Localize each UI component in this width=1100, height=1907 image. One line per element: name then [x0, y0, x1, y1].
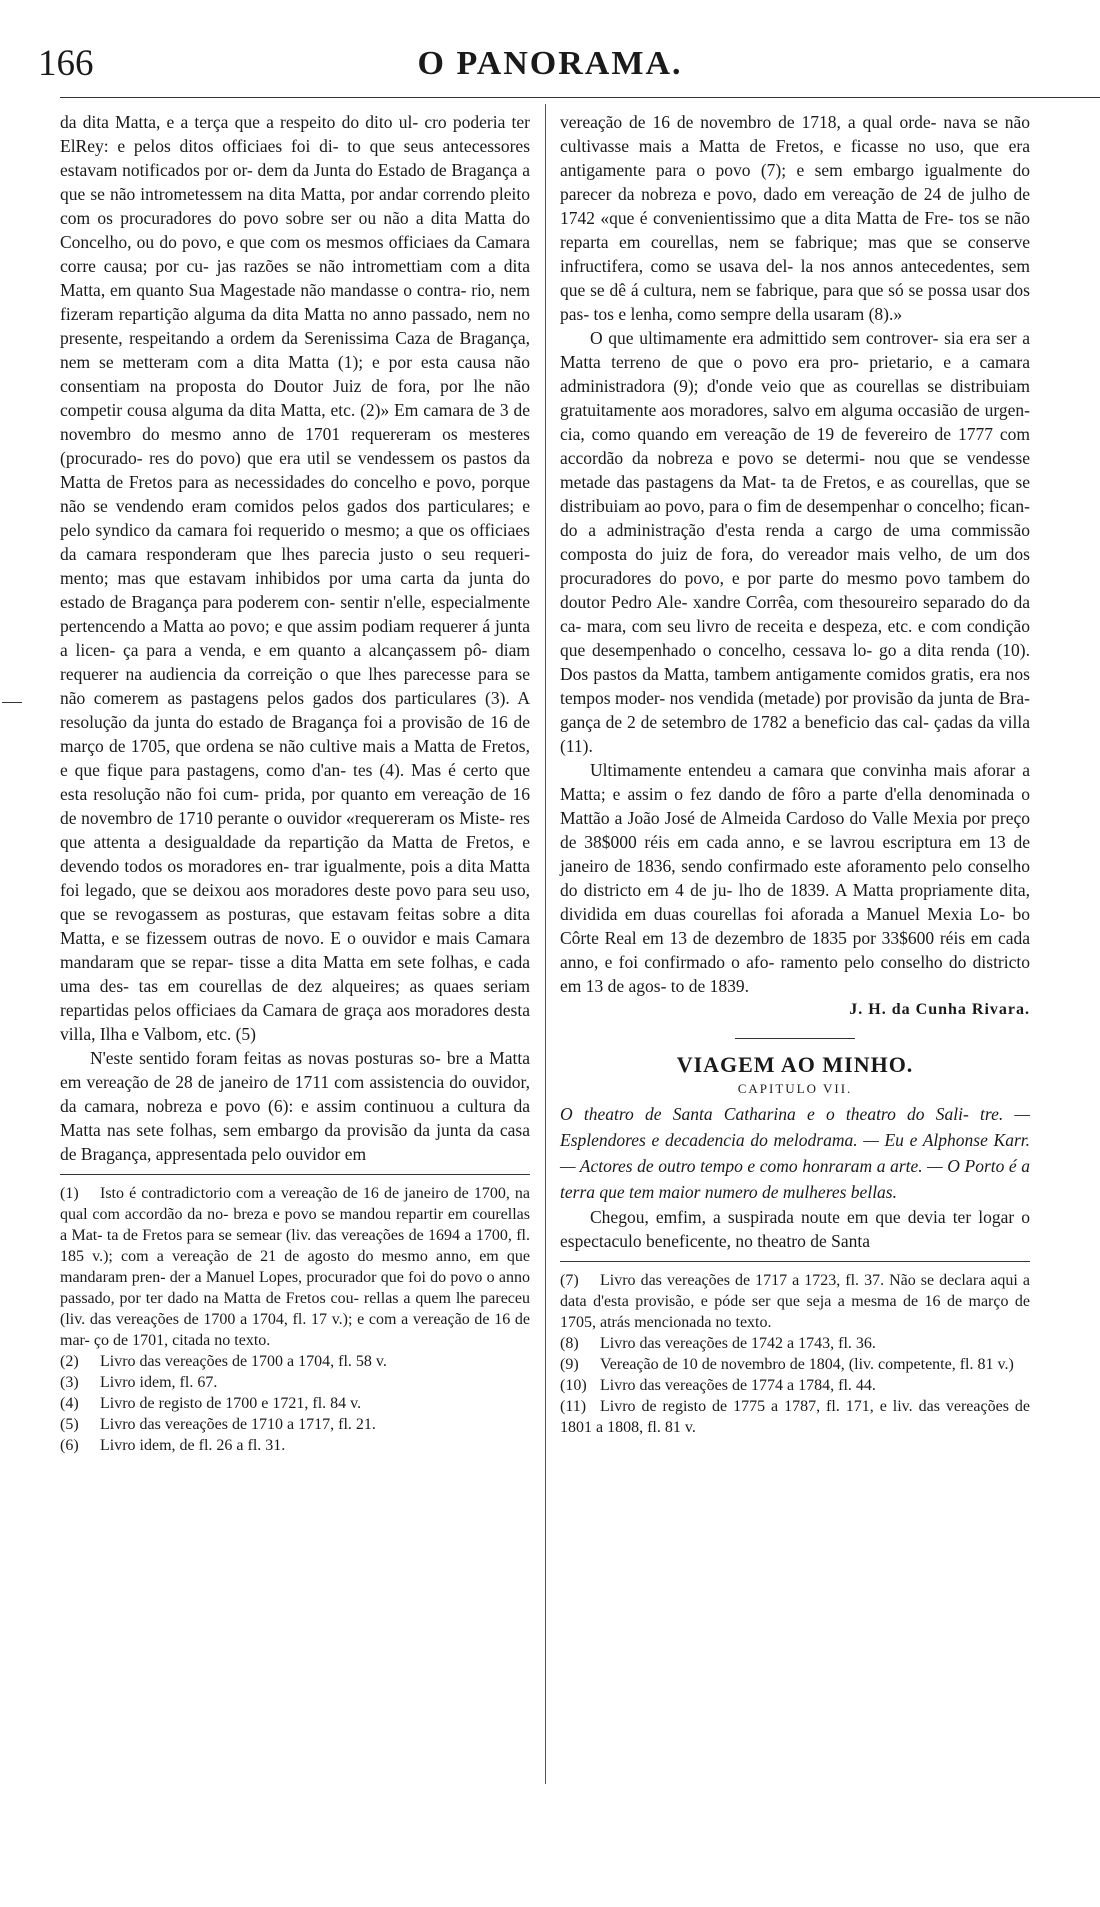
left-column	[60, 110, 530, 1456]
footnote: (8) Livro das vereações de 1742 a 1743, fl. 36.	[560, 1335, 876, 1352]
footnote: (1) Isto é contradictorio com a vereação de 16 de janeiro de 1700, na qual com accordão da no- breza e povo se mandou repartir em courellas a Mat- ta de Fretos para se semear (liv. das vereações de 1694 a 1700, fl. 185 v.); com a vereação de 21 de agosto do mesmo anno, em que mandaram pren- der a Manuel Lopes, procurador que foi do povo o anno passado, por ter dado na Matta de Fretos cou- rellas a quem lhe pareceu (liv. das vereações de 1700 a 1704, fl. 17 v.); e com a vereação de 16 de mar- ço de 1701, citada no texto.	[60, 1185, 530, 1349]
article-title: VIAGEM AO MINHO.	[676, 1052, 914, 1077]
footnote: (3) Livro idem, fl. 67.	[60, 1374, 218, 1391]
page-number: 166	[38, 43, 94, 84]
body-paragraph: N'este sentido foram feitas as novas posturas so- bre a Matta em vereação de 28 de janeiro de 1711 com assistencia do ouvidor, da camara, nobreza e povo (6): e assim continuou a cultura da Matta nas sete folhas, sem embargo da provisão da junta da casa de Bragança, appresentada pelo ouvidor em	[60, 1048, 530, 1164]
footnote-rule	[560, 1261, 1030, 1262]
footnotes-left	[60, 1183, 530, 1456]
margin-tick	[2, 702, 22, 703]
journal-title: O PANORAMA.	[417, 45, 683, 82]
chapter-summary: O theatro de Santa Catharina e o theatro do Sali- tre. — Esplendores e decadencia do melodrama. — Eu e Alphonse Karr. — Actores de outro tempo e como honraram a arte. — O Porto é a terra que tem maior numero de mulheres bellas.	[560, 1104, 1030, 1202]
chapter-heading: CAPITULO VII.	[737, 1081, 853, 1096]
footnote: (6) Livro idem, de fl. 26 a fl. 31.	[60, 1437, 286, 1454]
right-column	[560, 110, 1030, 1438]
footnote-rule	[60, 1174, 530, 1175]
footnotes-right	[560, 1270, 1030, 1438]
body-paragraph: da dita Matta, e a terça que a respeito do dito ul- cro poderia ter ElRey: e pelos ditos officiaes foi di- to que seus antecessores estavam notificados por or- dem da Junta do Estado de Bragança a que se não intrometessem na dita Matta, por andar correndo pleito com os procuradores do povo sobre ser ou não a dita Matta do Concelho, ou do povo, e que com os mesmos officiaes da Camara corre causa; por cu- jas razões se não intromettiam com a dita Matta, em quanto Sua Magestade não mandasse o contra- rio, nem fizeram repartição alguma da dita Matta no anno passado, nem no presente, respeitando a ordem da Serenissima Caza de Bragança, nem se metteram com a dita Matta (1); e por esta causa não consentiam na proposta do Doutor Juiz de fora, por lhe não competir cousa alguma da dita Matta, etc. (2)» Em camara de 3 de novembro do mesmo anno de 1701 requereram os mesteres (procurado- res do povo) que era util se vendessem os pastos da Matta de Fretos para as necessidades do concelho e povo, porque não se vendendo eram comidos pelos gados dos particulares; e pelo syndico da camara foi requerido o mesmo; a que os officiaes da camara responderam que lhes parecia justo o seu requeri- mento; mas que estavam inhibidos por uma carta da junta do estado de Bragança para poderem con- sentir n'elle, especialmente pertencendo a Matta ao povo; e que assim podiam requerer á junta a licen- ça para a venda, e em quanto a alcançassem pô- diam requerer na audiencia da correição o que lhes parecesse para se não comerem as pastagens pelos gados dos particulares (3). A resolução da junta do estado de Bragança foi a provisão de 16 de março de 1705, que ordena se não cultive mais a Matta de Fretos, e que fique para pastagens, como d'an- tes (4). Mas é certo que esta resolução não foi cum- prida, por quanto em vereação de 16 de novembro de 1710 perante o ouvidor «requereram os Miste- res que attenta a desigualdade da repartição da Matta de Fretos, e devendo todos os moradores en- trar igualmente, pois a dita Matta foi legado, que se deixou aos moradores deste povo para seu uso, que se revogassem as posturas, que estavam feitas sobre a dita Matta, e se fizessem outras de novo. E o ouvidor e mais Camara mandaram que se repar- tisse a dita Matta em sete folhas, e cada uma des- tas em courellas de dez alqueires; as quaes seriam repartidas pelos officiaes da Camara de graça aos moradores desta villa, Ilha e Valbom, etc. (5)	[60, 112, 530, 1044]
author-signature: J. H. da Cunha Rivara.	[849, 1001, 1030, 1018]
opening-paragraph: Chegou, emfim, a suspirada noute em que devia ter logar o espectaculo beneficente, no theatro de Santa	[560, 1207, 1030, 1251]
footnote: (9) Vereação de 10 de novembro de 1804, (liv. competente, fl. 81 v.)	[560, 1356, 1014, 1373]
page-header	[0, 0, 1100, 96]
footnote: (2) Livro das vereações de 1700 a 1704, fl. 58 v.	[60, 1353, 387, 1370]
body-paragraph: Ultimamente entendeu a camara que convinha mais aforar a Matta; e assim o fez dando de fôro a parte d'ella denominada o Mattão a João José de Almeida Cardoso do Valle Mexia por preço de 38$000 réis em cada anno, e se lavrou escriptura em 13 de janeiro de 1836, sendo confirmado este aforamento pelo conselho do districto em 4 de ju- lho de 1839. A Matta propriamente dita, dividida em duas courellas foi aforada a Manuel Mexia Lo- bo Côrte Real em 13 de dezembro de 1835 por 33$600 réis em cada anno, e foi confirmado o afo- ramento pelo conselho do districto em 13 de agos- to de 1839.	[560, 760, 1030, 996]
body-paragraph: O que ultimamente era admittido sem controver- sia era ser a Matta terreno de que o povo era pro- prietario, e a camara administradora (9); d'onde veio que as courellas se distribuiam gratuitamente aos moradores, salvo em alguma occasião de urgen- cia, como quando em vereação de 19 de fevereiro de 1777 com accordão da nobreza e povo se determi- nou que se vendesse metade das pastagens da Mat- ta de Fretos, e as courellas, que se distribuiam ao povo, para o fim de desempenhar o concelho; fican- do a administração d'esta renda a cargo de uma commissão composta do juiz de fora, do vereador mais velho, de um dos procuradores do povo, e por parte do mesmo povo tambem do doutor Pedro Ale- xandre Corrêa, com thesoureiro separado do da ca- mara, com seu livro de receita e despeza, etc. e com condição que desempenhado o concelho, cessava lo- go a dita renda (10). Dos pastos da Matta, tambem antigamente comidos gratis, era nos tempos moder- nos vendida (metade) por provisão da junta de Bra- gança de 2 de setembro de 1782 a beneficio das cal- çadas da villa (11).	[560, 328, 1030, 756]
body-paragraph: vereação de 16 de novembro de 1718, a qual orde- nava se não cultivasse mais a Matta de Fretos, e ficasse no uso, que era antigamente para o povo (7); e sem embargo igualmente do parecer da nobreza e povo, dado em vereação de 24 de julho de 1742 «que é convenientissimo que a dita Matta de Fre- tos se não reparta em courellas, nem se fabrique; mas que se conserve infructifera, como se usava del- la nos annos antecedentes, sem que se dê á cultura, nem se fabrique, para que só se possa usar dos pas- tos e lenha, como sempre della usaram (8).»	[560, 112, 1030, 324]
column-divider	[545, 104, 546, 1784]
footnote: (10) Livro das vereações de 1774 a 1784, fl. 44.	[560, 1377, 876, 1394]
footnote: (5) Livro das vereações de 1710 a 1717, fl. 21.	[60, 1416, 376, 1433]
footnote: (11) Livro de registo de 1775 a 1787, fl. 171, e liv. das vereações de 1801 a 1808, fl. 81 v.	[560, 1398, 1030, 1436]
footnote: (4) Livro de registo de 1700 e 1721, fl. 84 v.	[60, 1395, 362, 1412]
section-rule	[735, 1038, 855, 1039]
header-rule	[60, 97, 1100, 98]
footnote: (7) Livro das vereações de 1717 a 1723, fl. 37. Não se declara aqui a data d'esta provisão, e póde ser que seja a mesma de 16 de março de 1705, atrás mencionada no texto.	[560, 1272, 1030, 1331]
